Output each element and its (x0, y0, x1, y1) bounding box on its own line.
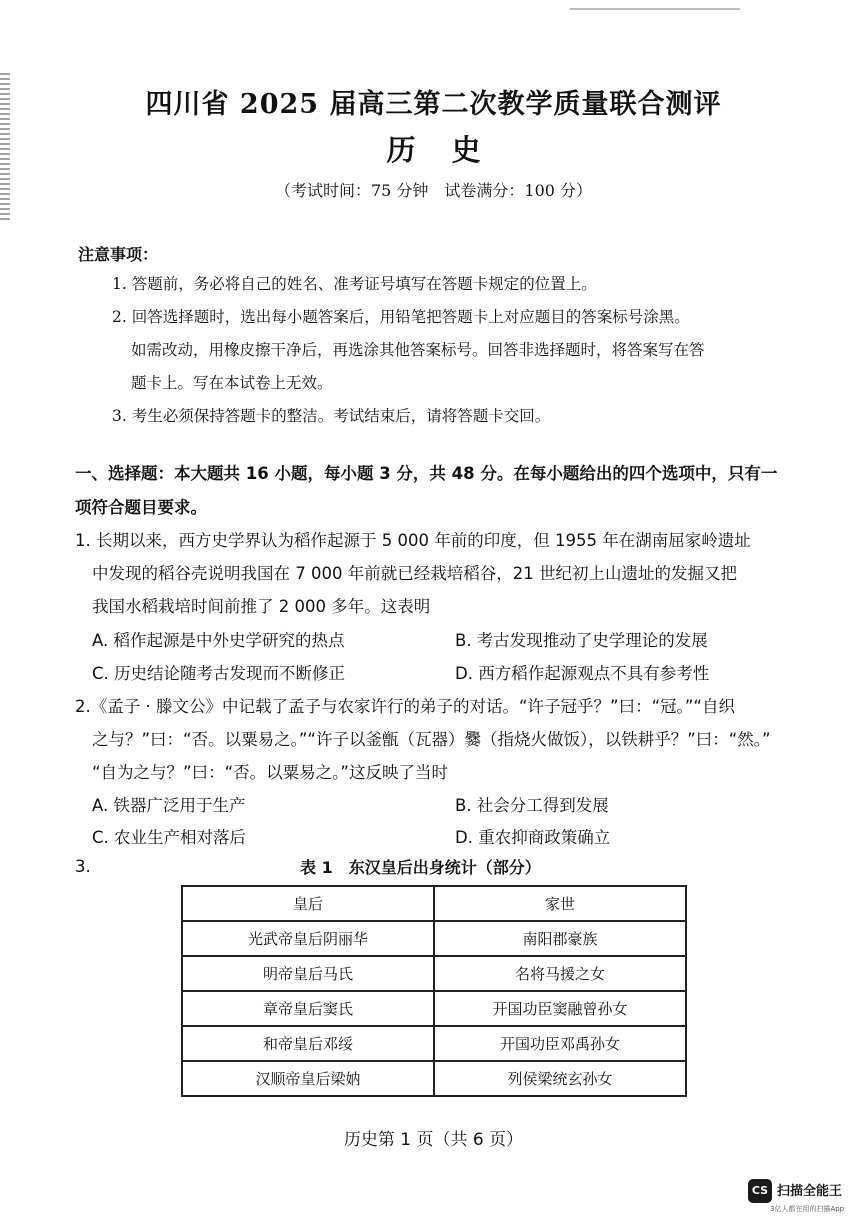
empress-cell: 章帝皇后窦氏 (182, 991, 434, 1026)
question-2-line: 之与？”曰：“否。以粟易之。”“许子以釜甑（瓦器）爨（指烧火做饭），以铁耕乎？”曰：“然。” (92, 730, 771, 749)
empress-cell: 汉顺帝皇后梁妠 (182, 1061, 434, 1096)
question-2-option-a[interactable]: A. 铁器广泛用于生产 (92, 796, 246, 815)
empress-cell: 光武帝皇后阴丽华 (182, 921, 434, 956)
question-1-option-b[interactable]: B. 考古发现推动了史学理论的发展 (455, 631, 708, 650)
family-cell: 名将马援之女 (434, 956, 686, 991)
note-line: 3. 考生必须保持答题卡的整洁。考试结束后，请将答题卡交回。 (112, 407, 551, 425)
question-1-line: 中发现的稻谷壳说明我国在 7 000 年前就已经栽培稻谷，21 世纪初上山遗址的发掘又把 (92, 564, 737, 583)
question-2-line: “自为之与？”曰：“否。以粟易之。”这反映了当时 (92, 763, 448, 782)
empress-cell: 明帝皇后马氏 (182, 956, 434, 991)
notes-heading: 注意事项： (78, 245, 159, 264)
family-cell: 南阳郡豪族 (434, 921, 686, 956)
camscanner-logo-icon: CS (748, 1179, 772, 1203)
family-cell: 列侯梁统玄孙女 (434, 1061, 686, 1096)
note-line: 1. 答题前，务必将自己的姓名、准考证号填写在答题卡规定的位置上。 (112, 275, 597, 293)
table-header-row (182, 886, 686, 921)
question-2-line: 2.《孟子 · 滕文公》中记载了孟子与农家许行的弟子的对话。“许子冠乎？”曰：“冠。”“自织 (75, 697, 735, 716)
scan-edge-top (570, 8, 740, 10)
question-2-option-d[interactable]: D. 重农抑商政策确立 (455, 828, 611, 847)
exam-info: （考试时间：75 分钟 试卷满分：100 分） (274, 181, 593, 200)
column-header: 皇后 (182, 886, 434, 921)
table-row (182, 991, 686, 1026)
question-3-number: 3. (75, 857, 91, 876)
family-cell: 开国功臣邓禹孙女 (434, 1026, 686, 1061)
empress-cell: 和帝皇后邓绥 (182, 1026, 434, 1061)
section-heading: 一、选择题：本大题共 16 小题，每小题 3 分，共 48 分。在每小题给出的四个选项中，只有一 (75, 464, 778, 483)
table-row (182, 921, 686, 956)
table-row (182, 956, 686, 991)
note-line: 如需改动，用橡皮擦干净后，再选涂其他答案标号。回答非选择题时，将答案写在答 (131, 341, 705, 359)
question-1-option-a[interactable]: A. 稻作起源是中外史学研究的热点 (92, 631, 345, 650)
question-1-option-d[interactable]: D. 西方稻作起源观点不具有参考性 (455, 664, 710, 683)
table-row (182, 1026, 686, 1061)
column-header: 家世 (434, 886, 686, 921)
note-line: 题卡上。写在本试卷上无效。 (131, 374, 333, 392)
exam-title: 四川省 2025 届高三第二次教学质量联合测评 (145, 89, 722, 120)
question-1-option-c[interactable]: C. 历史结论随考古发现而不断修正 (92, 664, 346, 683)
watermark-name: 扫描全能王 (777, 1184, 843, 1199)
page-number: 历史第 1 页（共 6 页） (343, 1130, 524, 1150)
question-2-option-b[interactable]: B. 社会分工得到发展 (455, 796, 609, 815)
section-heading-cont: 项符合题目要求。 (75, 498, 207, 517)
table-row (182, 1061, 686, 1096)
question-1-line: 我国水稻栽培时间前推了 2 000 多年。这表明 (92, 597, 431, 616)
subject-title: 历史 (386, 133, 517, 167)
question-1-line: 1. 长期以来，西方史学界认为稻作起源于 5 000 年前的印度，但 1955 年在湖南屈家岭遗址 (75, 531, 751, 550)
question-2-option-c[interactable]: C. 农业生产相对落后 (92, 828, 247, 847)
empress-table (181, 885, 687, 1097)
table-caption: 表 1 东汉皇后出身统计（部分） (300, 858, 541, 877)
note-line: 2. 回答选择题时，选出每小题答案后，用铅笔把答题卡上对应题目的答案标号涂黑。 (112, 308, 690, 326)
family-cell: 开国功臣窦融曾孙女 (434, 991, 686, 1026)
watermark-tagline: 3亿人都在用的扫描App (770, 1205, 845, 1213)
